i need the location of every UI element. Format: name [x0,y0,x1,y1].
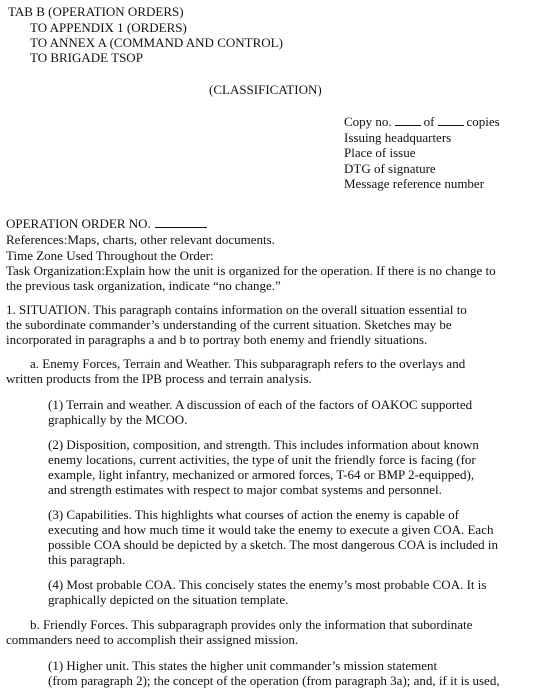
message-reference: Message reference number [344,176,485,191]
capabilities-line-4: this paragraph. [48,552,126,567]
disposition-line-3: example, light infantry, mechanized or armored forces, T-64 or BMP 2-equipped), [48,467,475,482]
copy-no-blank [395,124,421,126]
probable-coa-line-1: (4) Most probable COA. This concisely states the enemy’s most probable COA. It is [48,577,487,592]
copies-label: copies [466,114,500,129]
order-title-line [6,216,207,232]
copy-of-label: of [423,114,435,129]
friendly-forces-line-1: b. Friendly Forces. This subparagraph provides only the information that subordinate [30,617,473,632]
tab-heading: TAB B (OPERATION ORDERS) [8,4,184,19]
place-of-issue: Place of issue [344,145,416,160]
issuing-headquarters: Issuing headquarters [344,130,452,145]
probable-coa-line-2: graphically depicted on the situation template. [48,592,289,607]
terrain-weather-line-2: graphically by the MCOO. [48,412,188,427]
copies-blank [438,124,464,126]
higher-unit-line-1: (1) Higher unit. This states the higher unit commander’s mission statement [48,658,438,673]
disposition-line-4: and strength estimates with respect to major combat systems and personnel. [48,482,442,497]
dtg-of-signature: DTG of signature [344,161,436,176]
situation-line-3: incorporated in paragraphs a and b to portray both enemy and friendly situations. [6,332,428,347]
terrain-weather-line-1: (1) Terrain and weather. A discussion of each of the factors of OAKOC supported [48,397,473,412]
task-organization-line-1: Task Organization:Explain how the unit is organized for the operation. If there is no change to [6,263,496,278]
capabilities-line-2: executing and how much time it would take the enemy to execute a given COA. Each [48,522,494,537]
task-organization-line-2: the previous task organization, indicate “no change.” [6,278,281,293]
enemy-forces-line-1: a. Enemy Forces, Terrain and Weather. This subparagraph refers to the overlays and [30,356,466,371]
references-line: References:Maps, charts, other relevant documents. [6,232,275,247]
annex-heading: TO ANNEX A (COMMAND AND CONTROL) [30,35,283,50]
enemy-forces-line-2: written products from the IPB process and terrain analysis. [6,371,312,386]
classification-marking: (CLASSIFICATION) [209,82,322,97]
higher-unit-line-2: (from paragraph 2); the concept of the operation (from paragraph 3a); and, if it is used, [48,673,500,688]
capabilities-line-1: (3) Capabilities. This highlights what courses of action the enemy is capable of [48,507,459,522]
copy-number-line [344,114,500,130]
disposition-line-2: enemy locations, current activities, the type of unit the friendly force is facing (for [48,452,476,467]
disposition-line-1: (2) Disposition, composition, and strength. This includes information about known [48,437,479,452]
copy-no-label: Copy no. [344,114,392,129]
tsop-heading: TO BRIGADE TSOP [30,50,143,65]
capabilities-line-3: possible COA should be depicted by a sketch. The most dangerous COA is included in [48,537,499,552]
appendix-heading: TO APPENDIX 1 (ORDERS) [30,20,187,35]
situation-line-2: the subordinate commander’s understanding of the current situation. Sketches may be [6,317,452,332]
situation-line-1: 1. SITUATION. This paragraph contains information on the overall situation essential to [6,302,467,317]
order-number-blank [155,226,207,228]
time-zone-line: Time Zone Used Throughout the Order: [6,248,214,263]
friendly-forces-line-2: commanders need to accomplish their assigned mission. [6,632,299,647]
order-title: OPERATION ORDER NO. [6,216,151,231]
